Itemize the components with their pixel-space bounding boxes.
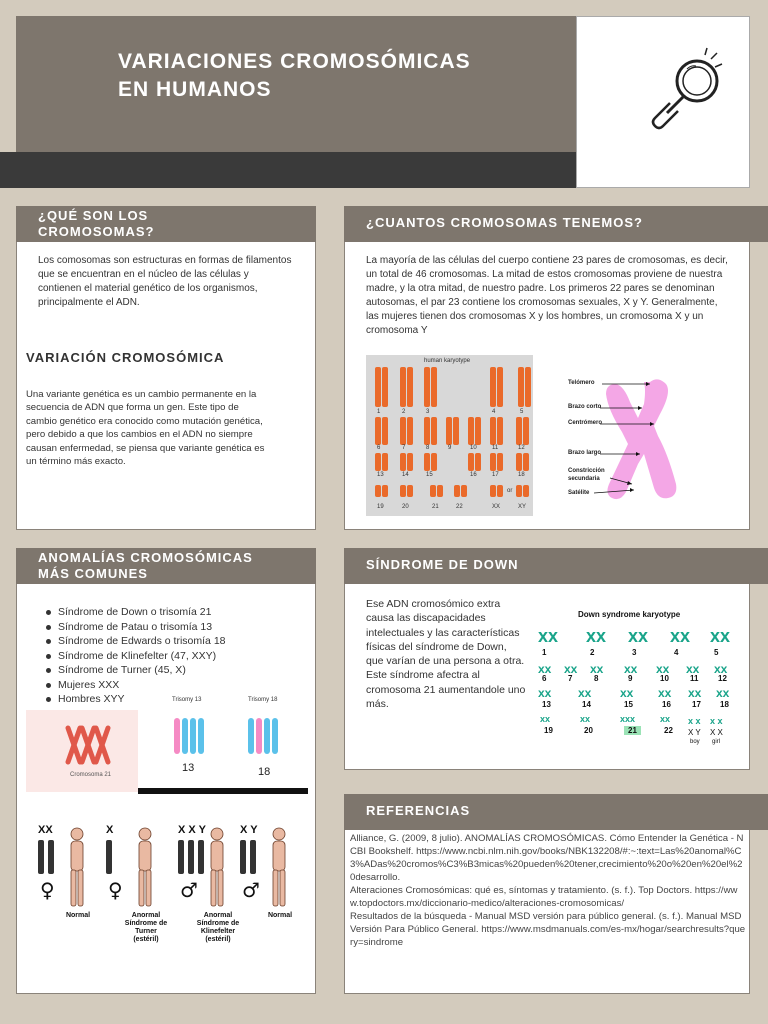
karyotype-number: 15 [426, 472, 433, 478]
karyotype-chromosome [497, 453, 503, 471]
karyotype-chromosome [516, 485, 522, 497]
figure-chromosome-label: X X Y [178, 824, 206, 836]
down-number: 18 [720, 700, 729, 709]
karyotype-chromosome [454, 485, 460, 497]
down-number: 19 [544, 726, 553, 735]
down-chromosome: xx [538, 686, 552, 700]
karyotype-chromosome [400, 453, 406, 471]
karyotype-chromosome [382, 417, 388, 445]
down-number: 7 [568, 674, 573, 683]
figure-caption: Normal [65, 912, 91, 919]
karyotype-chromosome [375, 367, 381, 407]
karyotype-number: 10 [470, 445, 477, 451]
down-chromosome: xx [580, 714, 591, 724]
down-karyotype-title: Down syndrome karyotype [578, 610, 681, 619]
page-title-line1: VARIACIONES CROMOSÓMICAS [118, 50, 471, 73]
down-chromosome: xx [688, 686, 702, 700]
heading-que-son-line2: CROMOSOMAS? [38, 224, 155, 239]
karyotype-chromosome [400, 367, 406, 407]
down-sex-chromosome: x x [688, 716, 701, 726]
karyotype-number: 11 [492, 445, 499, 451]
down-chromosome: xx [538, 626, 559, 646]
figure-chromosome-bars [38, 840, 58, 878]
human-figure [268, 826, 290, 910]
karyotype-number: 8 [426, 445, 430, 451]
karyotype-chromosome [516, 417, 522, 445]
karyotype-chromosome [431, 367, 437, 407]
trisomy13-number: 13 [182, 762, 195, 774]
down-chromosome: xx [590, 662, 604, 676]
karyotype-chromosome [497, 485, 503, 497]
down-number: 5 [714, 648, 719, 657]
heading-down: SÍNDROME DE DOWN [344, 548, 768, 584]
karyotype-chromosome [490, 417, 496, 445]
karyotype-number: XX [492, 504, 501, 510]
heading-que-son-line1: ¿QUÉ SON LOS [38, 208, 149, 223]
cromosoma21-image [26, 710, 138, 792]
label-centromero: Centrómero [568, 420, 603, 426]
karyotype-chromosome [468, 417, 474, 445]
figure-chromosome-label: X Y [240, 824, 258, 836]
down-number: 22 [664, 726, 673, 735]
karyotype-number: 1 [377, 409, 381, 415]
karyotype-chromosome [516, 453, 522, 471]
label-brazo-largo: Brazo largo [568, 450, 602, 456]
variacion-heading: VARIACIÓN CROMOSÓMICA [26, 350, 225, 365]
figure-chromosome-bars [178, 840, 208, 878]
karyotype-chromosome [437, 485, 443, 497]
down-number: 14 [582, 700, 591, 709]
figure-chromosome-label: X [106, 824, 114, 836]
down-chromosome: xx [578, 686, 592, 700]
down-chromosome: xx [624, 662, 638, 676]
karyotype-chromosome [407, 453, 413, 471]
list-item: Síndrome de Klinefelter (47, XXY) [44, 649, 304, 664]
karyotype-number: 7 [402, 445, 406, 451]
karyotype-chromosome [375, 417, 381, 445]
list-item: Mujeres XXX [44, 678, 304, 693]
header-dark-bar [0, 152, 576, 188]
karyotype-chromosome [468, 453, 474, 471]
karyotype-chromosome [461, 485, 467, 497]
karyotype-chromosome [407, 417, 413, 445]
karyotype-number: 14 [402, 472, 409, 478]
karyotype-chromosome [424, 417, 430, 445]
down-karyotype-image [530, 604, 742, 754]
referencias-body: Alliance, G. (2009, 8 julio). ANOMALÍAS CROMOSÓMICAS. Cómo Entender la Genética - NCBI Bookshelf. https://www.ncbi.nlm.nih.gov/books/NBK132208/#:~:text=Las%20anomal%C3%ADas%20cromos%C3%B3micas%20pueden%20tener,crecimiento%20o%20en%20el%20desarrollo. Alteraciones Cromosómicas: qué es, síntomas y tratamiento. (s. f.). Top Doctors. https://www.topdoctors.mx/diccionario-medico/alteraciones-cromosomicas/ Resultados de la búsqueda - Manual MSD versión para público general. (s. f.). Manual MSD Versión Para Público General. https://www.msdmanuals.com/es-mx/hogar/searchresults?query=sindrome [350, 833, 746, 948]
down-chromosome: xx [686, 662, 700, 676]
down-chromosome: xx [628, 626, 649, 646]
magnifying-glass-icon [577, 17, 751, 189]
down-chromosome: xx [538, 662, 552, 676]
male-symbol-icon: ♂ [180, 878, 198, 902]
karyotype-number: XY [518, 504, 527, 510]
down-sex-chromosome: x x [710, 716, 723, 726]
down-chromosome: xx [586, 626, 607, 646]
karyotype-number: 19 [377, 504, 384, 510]
karyotype-number: 9 [448, 445, 452, 451]
cromosoma21-illustration [26, 710, 138, 792]
figure-chromosome-bars [106, 840, 116, 878]
down-number: 12 [718, 674, 727, 683]
down-number: 17 [692, 700, 701, 709]
figure-caption: Anormal Síndrome de Turner (estéril) [124, 912, 168, 943]
karyotype-chromosome [446, 417, 452, 445]
cuantos-body: La mayoría de las células del cuerpo contiene 23 pares de cromosomas, es decir, un total de 46 cromosomas. La mitad de estos cromosomas proviene de nuestra madre, y la otra mitad, de nuestro padre. Los primeros 22 pares se denominan autosomas, el par 23 contiene los cromosomas sexuales, X y Y. Generalmente, las mujeres tienen dos cromosomas X y los hombres, un cromosoma X y un cromosoma Y [366, 255, 728, 336]
down-chromosome: xx [656, 662, 670, 676]
down-number: 16 [662, 700, 671, 709]
down-sex-caption: girl [712, 739, 721, 745]
trisomy18-title: Trisomy 18 [248, 697, 278, 703]
karyotype-number: 20 [402, 504, 409, 510]
down-number: 6 [542, 674, 547, 683]
karyotype-chromosome [375, 485, 381, 497]
heading-que-son [16, 206, 316, 242]
karyotype-number: 16 [470, 472, 477, 478]
down-number: 21 [624, 726, 641, 735]
karyotype-number: 17 [492, 472, 499, 478]
down-chromosome: xx [660, 714, 671, 724]
figure-chromosome-bars [240, 840, 260, 878]
down-number: 3 [632, 648, 637, 657]
chromosome-structure-diagram [552, 372, 728, 506]
karyotype-number: 4 [492, 409, 496, 415]
down-number: 13 [542, 700, 551, 709]
karyotype-chromosome [431, 453, 437, 471]
karyotype-number: 12 [518, 445, 525, 451]
cromosoma21-caption: Cromosoma 21 [70, 772, 112, 778]
karyotype-chromosome [400, 417, 406, 445]
karyotype-chromosome [490, 485, 496, 497]
karyotype-chromosome [475, 453, 481, 471]
karyotype-chromosome [407, 367, 413, 407]
variacion-body: Una variante genética es un cambio permanente en la secuencia de ADN que forma un gen. Este tipo de cambio genético era conocido como mutación genética, pero debido a que los cambios en el ADN no siempre causan enfermedad, se piensa que variante genética es un término más exacto. [26, 389, 265, 468]
human-figure [134, 826, 156, 910]
down-chromosome: xx [670, 626, 691, 646]
karyotype-chromosome [497, 367, 503, 407]
down-number: 10 [660, 674, 669, 683]
karyotype-chromosome [430, 485, 436, 497]
karyotype-number: 18 [518, 472, 525, 478]
heading-anomalias-line2: MÁS COMUNES [38, 566, 148, 581]
list-item: Síndrome de Turner (45, X) [44, 663, 304, 678]
down-number: 2 [590, 648, 595, 657]
down-chromosome: xx [564, 662, 578, 676]
heading-referencias: REFERENCIAS [344, 794, 768, 830]
down-body: Ese ADN cromosómico extra causa las discapacidades intelectuales y las características físicas del síndrome de Down, que varían de una persona a otra. Este síndrome afectra al cromosoma 21 aumentandole uno más. [366, 598, 526, 711]
heading-anomalias [16, 548, 316, 584]
label-constriccion: Constricción [568, 468, 605, 474]
trisomy-chromosomes [138, 692, 308, 796]
karyotype-number: 6 [377, 445, 381, 451]
human-karyotype-image [366, 355, 533, 516]
down-sex-label: X X [710, 728, 723, 737]
down-sex-label: X Y [688, 728, 701, 737]
down-chromosome: xx [716, 686, 730, 700]
down-number: 4 [674, 648, 679, 657]
karyotype-number: 21 [432, 504, 439, 510]
down-number: 8 [594, 674, 599, 683]
karyotype-chromosome [523, 417, 529, 445]
figure-chromosome-label: XX [38, 824, 53, 836]
human-figure [66, 826, 88, 910]
page-title-line2: EN HUMANOS [118, 78, 272, 101]
karyotype-chromosome [523, 485, 529, 497]
down-chromosome: xx [710, 626, 731, 646]
down-number: 1 [542, 648, 547, 657]
down-chromosome: xx [620, 686, 634, 700]
down-chromosome: xx [658, 686, 672, 700]
down-chromosome: xx [714, 662, 728, 676]
karyotype-chromosome [523, 453, 529, 471]
karyotype-chromosome [424, 453, 430, 471]
label-satelite: Satélite [568, 490, 590, 496]
karyotype-chromosome [382, 453, 388, 471]
karyotype-chromosome [382, 485, 388, 497]
karyotype-number: 5 [520, 409, 524, 415]
header-icon-card [576, 16, 750, 188]
karyotype-chromosome [490, 453, 496, 471]
karyotype-chromosome [525, 367, 531, 407]
trisomy-image [138, 692, 308, 796]
down-number: 15 [624, 700, 633, 709]
karyotype-chromosome [407, 485, 413, 497]
down-sex-caption: boy [690, 739, 700, 745]
sex-chromosome-figures [34, 818, 306, 948]
figures-row [34, 818, 306, 948]
que-son-body: Los comosomas son estructuras en formas de filamentos que se encuentran en el núcleo de las células y contienen el material genético de los organismos, principalmente el ADN. [38, 255, 292, 308]
karyotype-chromosome [400, 485, 406, 497]
list-item: Hombres XYY [44, 692, 304, 707]
trisomy18-number: 18 [258, 766, 271, 778]
label-secundaria: secundaria [568, 476, 600, 482]
down-number: 9 [628, 674, 633, 683]
karyotype-or-label: or [507, 488, 513, 494]
figure-caption: Anormal Síndrome de Klinefelter (estéril) [196, 912, 240, 943]
list-item: Síndrome de Edwards o trisomía 18 [44, 634, 304, 649]
karyotype-chromosome [497, 417, 503, 445]
down-chromosome: xxx [620, 714, 636, 724]
label-telomero: Telómero [568, 380, 595, 386]
label-brazo-corto: Brazo corto [568, 404, 602, 410]
karyotype-number: 3 [426, 409, 430, 415]
heading-cuantos: ¿CUANTOS CROMOSOMAS TENEMOS? [344, 206, 768, 242]
female-symbol-icon: ♀ [40, 878, 55, 902]
karyotype-chromosome [375, 453, 381, 471]
human-figure [206, 826, 228, 910]
down-karyotype-grid [530, 604, 742, 754]
heading-anomalias-line1: ANOMALÍAS CROMOSÓMICAS [38, 550, 253, 565]
karyotype-number: 2 [402, 409, 406, 415]
karyotype-chromosome [431, 417, 437, 445]
down-chromosome: xx [540, 714, 551, 724]
karyotype-number: 13 [377, 472, 384, 478]
karyotype-number: 22 [456, 504, 463, 510]
karyotype-chromosome [490, 367, 496, 407]
page-title [118, 48, 538, 104]
human-karyotype-title: human karyotype [424, 358, 471, 364]
female-symbol-icon: ♀ [108, 878, 123, 902]
karyotype-chromosome [453, 417, 459, 445]
list-item: Síndrome de Down o trisomía 21 [44, 605, 304, 620]
karyotype-chromosome [424, 367, 430, 407]
list-item: Síndrome de Patau o trisomía 13 [44, 620, 304, 635]
down-number: 20 [584, 726, 593, 735]
karyotype-chromosome [382, 367, 388, 407]
karyotype-chromosome [475, 417, 481, 445]
down-number: 11 [690, 674, 699, 683]
figure-caption: Normal [267, 912, 293, 919]
male-symbol-icon: ♂ [242, 878, 260, 902]
karyotype-chromosome [518, 367, 524, 407]
trisomy13-title: Trisomy 13 [172, 697, 202, 703]
chromosome-x-shape [552, 372, 728, 506]
